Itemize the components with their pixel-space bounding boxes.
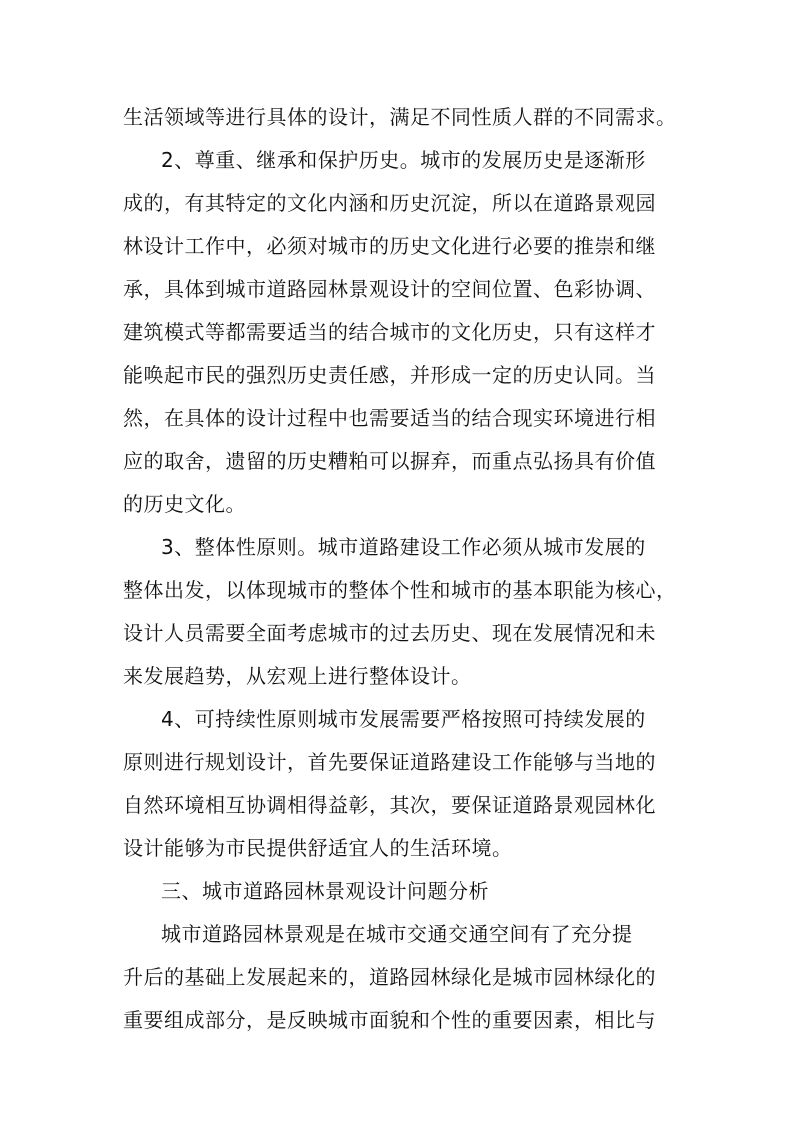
text-line-9: 应的取舍，遗留的历史糟粕可以摒弃，而重点弘扬具有价值 — [123, 449, 656, 473]
text-line-11: 3、整体性原则。城市道路建设工作必须从城市发展的 — [161, 535, 646, 559]
text-line-17: 自然环境相互协调相得益彰，其次，要保证道路景观园林化 — [123, 793, 656, 817]
text-line-14: 来发展趋势，从宏观上进行整体设计。 — [123, 664, 472, 688]
text-line-7: 能唤起市民的强烈历史责任感，并形成一定的历史认同。当 — [123, 363, 656, 387]
text-line-6: 建筑模式等都需要适当的结合城市的文化历史，只有这样才 — [123, 320, 656, 344]
text-line-4: 林设计工作中，必须对城市的历史文化进行必要的推崇和继 — [123, 234, 656, 258]
text-line-12: 整体出发，以体现城市的整体个性和城市的基本职能为核心， — [123, 578, 677, 602]
text-line-3: 成的，有其特定的文化内涵和历史沉淀，所以在道路景观园 — [123, 191, 656, 215]
text-line-18: 设计能够为市民提供舒适宜人的生活环境。 — [123, 836, 513, 860]
text-line-5: 承，具体到城市道路园林景观设计的空间位置、色彩协调、 — [123, 277, 656, 301]
text-line-2: 2、尊重、继承和保护历史。城市的发展历史是逐渐形 — [161, 148, 646, 172]
text-line-13: 设计人员需要全面考虑城市的过去历史、现在发展情况和未 — [123, 621, 656, 645]
text-line-20: 城市道路园林景观是在城市交通交通空间有了充分提 — [161, 922, 633, 946]
text-line-16: 原则进行规划设计，首先要保证道路建设工作能够与当地的 — [123, 750, 656, 774]
text-line-10: 的历史文化。 — [123, 492, 246, 516]
text-line-21: 升后的基础上发展起来的，道路园林绿化是城市园林绿化的 — [123, 965, 656, 989]
text-line-22: 重要组成部分，是反映城市面貌和个性的重要因素，相比与 — [123, 1008, 656, 1032]
text-line-15: 4、可持续性原则城市发展需要严格按照可持续发展的 — [161, 707, 646, 731]
text-line-8: 然，在具体的设计过程中也需要适当的结合现实环境进行相 — [123, 406, 656, 430]
section-heading: 三、城市道路园林景观设计问题分析 — [161, 879, 489, 903]
text-line-1: 生活领域等进行具体的设计，满足不同性质人群的不同需求。 — [123, 105, 677, 129]
